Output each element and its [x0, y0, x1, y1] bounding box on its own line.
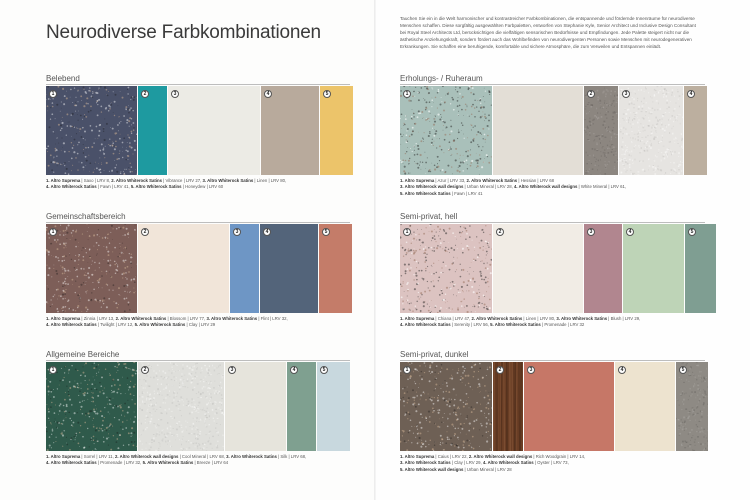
product-spec: | Silk | LRV 68, [276, 454, 307, 459]
color-swatch [619, 86, 683, 175]
section-title: Allgemeine Bereiche [46, 350, 120, 359]
product-spec: | Cool Mineral | LRV 68, [178, 454, 227, 459]
color-swatch [493, 86, 583, 175]
section-title: Semi-privat, dunkel [400, 350, 469, 359]
product-spec: | Vibrance | LRV 27, [162, 178, 203, 183]
product-spec: | Azur | LRV 33, [434, 178, 467, 183]
color-swatch [400, 224, 492, 313]
swatch-number-badge: 4 [618, 366, 626, 374]
product-name: 1. Altro Suprema [46, 178, 81, 183]
color-swatch [260, 224, 318, 313]
product-spec: | Promenade | LRV 32, [96, 460, 143, 466]
swatch-number-badge: 2 [496, 366, 504, 374]
intro-paragraph: Tauchen Sie ein in die Welt harmonischer und kontrastreicher Farbkombinationen, die entspannende und fördernde Innenräume für neurodiverse Menschen schaffen. Diese sorgfältig ausgewählten Farbpaletten, entworfen von Stephanie Kyle, Senior Architect und Inclusive Design Consultant bei Royal Steel Architects Ltd, berücksichtigen die vielfältigen sensorischen Bedürfnisse und Empfindungen. Jede Palette steigert nicht nur die ästhetische Anziehungskraft, sondern fördert auch das Wohlbefinden von neurodivergenten Personen sowie Menschen mit neurodegenerativen Erkrankungen. Sie schaffen eine beruhigende, komfortable und sichere Atmosphäre, die zum Verweilen und Entspannen einlädt. [400, 16, 696, 50]
swatch-number-badge: 2 [496, 228, 504, 236]
color-swatch [623, 224, 684, 313]
product-name: 1. Altro Suprema [46, 454, 81, 459]
product-spec: | Urban Mineral | LRV 28, [463, 184, 514, 190]
color-swatch [138, 86, 167, 175]
product-name: 5. Altro Whiterock Satins [400, 190, 451, 196]
product-spec: | Linen | LRV 80, [522, 316, 557, 321]
product-spec: | Clay | LRV 29, [450, 460, 483, 466]
caption-line [46, 184, 360, 190]
swatch-number-badge: 2 [141, 366, 149, 374]
section-divider [46, 222, 350, 223]
product-name: 1. Altro Suprema [400, 178, 435, 183]
swatch-caption [400, 316, 715, 329]
product-name: 2. Altro Whiterock wall designs [468, 454, 533, 459]
swatch-caption [46, 454, 360, 467]
product-spec: | Twilight | LRV 12, [96, 322, 135, 328]
page-title: Neurodiverse Farbkombinationen [46, 22, 321, 43]
product-name: 3. Altro Whiterock Satins [202, 178, 254, 183]
color-swatch [493, 362, 523, 451]
swatch-row [46, 224, 352, 313]
product-name: 5. Altro Whiterock wall designs [400, 466, 464, 472]
swatch-caption [400, 178, 715, 197]
product-spec: | Chiana | LRV 47, [434, 316, 472, 321]
swatch-number-badge: 5 [679, 366, 687, 374]
section-divider [46, 84, 350, 85]
product-name: 2. Altro Whiterock Satins [115, 316, 167, 321]
product-name: 1. Altro Suprema [46, 316, 81, 321]
product-name: 2. Altro Whiterock wall designs [115, 454, 179, 459]
caption-line [400, 467, 715, 473]
swatch-number-badge: 4 [687, 90, 695, 98]
product-spec: | Caius | LRV 22, [434, 454, 469, 459]
section-title: Belebend [46, 74, 80, 83]
caption-line [46, 460, 360, 466]
product-name: 5. Altro Whiterock Satins [130, 184, 182, 190]
swatch-caption [400, 454, 715, 473]
texture-pattern [619, 86, 683, 175]
product-name: 3. Altro Whiterock Satins [226, 454, 277, 459]
color-swatch [400, 86, 492, 175]
product-name: 2. Altro Whiterock Satins [111, 178, 162, 183]
product-name: 3. Altro Whiterock Satins [556, 316, 608, 321]
product-name: 1. Altro Suprema [400, 454, 435, 459]
color-swatch [46, 362, 137, 451]
color-swatch [615, 362, 675, 451]
swatch-number-badge: 1 [403, 90, 411, 98]
color-swatch [684, 86, 707, 175]
color-swatch [317, 362, 350, 451]
texture-pattern [400, 224, 492, 313]
swatch-number-badge: 5 [320, 366, 328, 374]
color-swatch [230, 224, 259, 313]
color-swatch [138, 362, 224, 451]
section-divider [400, 360, 705, 361]
swatch-number-badge: 3 [622, 90, 630, 98]
caption-line [400, 191, 715, 197]
caption-line [400, 322, 715, 328]
swatch-number-badge: 3 [233, 228, 241, 236]
product-name: 4. Altro Whiterock Satins [46, 322, 97, 328]
section-title: Erholungs- / Ruheraum [400, 74, 483, 83]
section-title: Gemeinschaftsbereich [46, 212, 126, 221]
product-spec: | Breeze | LRV 64 [193, 460, 229, 466]
swatch-row [400, 86, 707, 175]
swatch-row [46, 362, 350, 451]
product-spec: | Serenity | LRV 56, [450, 322, 491, 328]
swatch-number-badge: 4 [290, 366, 298, 374]
product-spec: | Fawn | LRV 41 [450, 190, 483, 196]
product-spec: | Fawn | LRV 41, [96, 184, 131, 190]
swatch-number-badge: 3 [587, 228, 595, 236]
swatch-number-badge: 1 [49, 90, 57, 98]
product-spec: | Blossom | LRV 77, [166, 316, 207, 321]
color-swatch [319, 224, 352, 313]
swatch-number-badge: 2 [587, 90, 595, 98]
product-name: 4. Altro Whiterock Satins [46, 460, 97, 466]
color-swatch [493, 224, 583, 313]
swatch-row [400, 224, 716, 313]
color-swatch [685, 224, 716, 313]
color-swatch [138, 224, 229, 313]
color-swatch [584, 86, 618, 175]
swatch-number-badge: 4 [264, 90, 272, 98]
color-swatch [168, 86, 260, 175]
product-spec: | Zinnia | LRV 13, [80, 316, 116, 321]
product-name: 4. Altro Whiterock Satins [46, 184, 97, 190]
product-spec: | Flint | LRV 32, [257, 316, 288, 321]
color-swatch [287, 362, 316, 451]
product-spec: | Urban Mineral | LRV 28 [463, 466, 512, 472]
swatch-number-badge: 5 [688, 228, 696, 236]
product-spec: | Blush | LRV 29, [607, 316, 641, 321]
color-swatch [584, 224, 622, 313]
color-swatch [400, 362, 492, 451]
texture-pattern [400, 362, 492, 451]
product-name: 4. Altro Whiterock Satins [400, 322, 451, 328]
product-spec: | Saxo | LRV 8, [80, 178, 112, 183]
texture-pattern [46, 86, 137, 175]
product-name: 1. Altro Suprema [400, 316, 435, 321]
swatch-number-badge: 4 [626, 228, 634, 236]
product-spec: | White Mineral | LRV 61, [577, 184, 627, 190]
texture-pattern [493, 362, 523, 451]
swatch-number-badge: 4 [263, 228, 271, 236]
product-name: 5. Altro Whiterock Satins [134, 322, 186, 328]
swatch-number-badge: 3 [527, 366, 535, 374]
color-swatch [261, 86, 319, 175]
texture-pattern [676, 362, 708, 451]
product-name: 3. Altro Whiterock Satins [400, 460, 451, 466]
swatch-number-badge: 3 [228, 366, 236, 374]
section-divider [400, 84, 705, 85]
product-name: 4. Altro Whiterock Satins [482, 460, 534, 466]
product-spec: | Clay | LRV 29 [185, 322, 216, 328]
color-swatch [46, 86, 137, 175]
product-name: 3. Altro Whiterock wall designs [400, 184, 464, 190]
swatch-caption [46, 316, 360, 329]
product-spec: | Honeydew | LRV 60 [181, 184, 224, 190]
color-swatch [46, 224, 137, 313]
swatch-number-badge: 3 [171, 90, 179, 98]
texture-pattern [46, 224, 137, 313]
swatch-number-badge: 2 [141, 228, 149, 236]
product-spec: | Linen | LRV 80, [253, 178, 287, 183]
swatch-number-badge: 1 [49, 366, 57, 374]
product-name: 3. Altro Whiterock Satins [206, 316, 258, 321]
caption-line [46, 322, 360, 328]
product-spec: | Rich Woodgrain | LRV 14, [532, 454, 586, 459]
product-name: 2. Altro Whiterock Satins [471, 316, 523, 321]
product-spec: | Promenade | LRV 32 [540, 322, 585, 328]
texture-pattern [46, 362, 137, 451]
color-swatch [320, 86, 353, 175]
swatch-row [46, 86, 353, 175]
product-name: 2. Altro Whiterock Satins [466, 178, 518, 183]
product-spec: | Oyster | LRV 73, [533, 460, 569, 466]
product-name: 5. Altro Whiterock Satins [490, 322, 541, 328]
swatch-number-badge: 2 [141, 90, 149, 98]
swatch-number-badge: 1 [403, 228, 411, 236]
product-spec: | Sorrel | LRV 11, [80, 454, 116, 459]
product-name: 5. Altro Whiterock Satins [142, 460, 194, 466]
texture-pattern [400, 86, 492, 175]
section-title: Semi-privat, hell [400, 212, 458, 221]
color-swatch [676, 362, 708, 451]
swatch-caption [46, 178, 360, 191]
product-name: 4. Altro Whiterock wall designs [514, 184, 578, 190]
page-fold [374, 0, 376, 500]
swatch-number-badge: 5 [322, 228, 330, 236]
section-divider [46, 360, 350, 361]
swatch-number-badge: 5 [323, 90, 331, 98]
color-swatch [225, 362, 286, 451]
swatch-row [400, 362, 708, 451]
swatch-number-badge: 1 [403, 366, 411, 374]
section-divider [400, 222, 705, 223]
color-swatch [524, 362, 614, 451]
texture-pattern [138, 362, 224, 451]
swatch-number-badge: 1 [49, 228, 57, 236]
texture-pattern [584, 86, 618, 175]
product-spec: | Hessian | LRV 68 [517, 178, 554, 183]
